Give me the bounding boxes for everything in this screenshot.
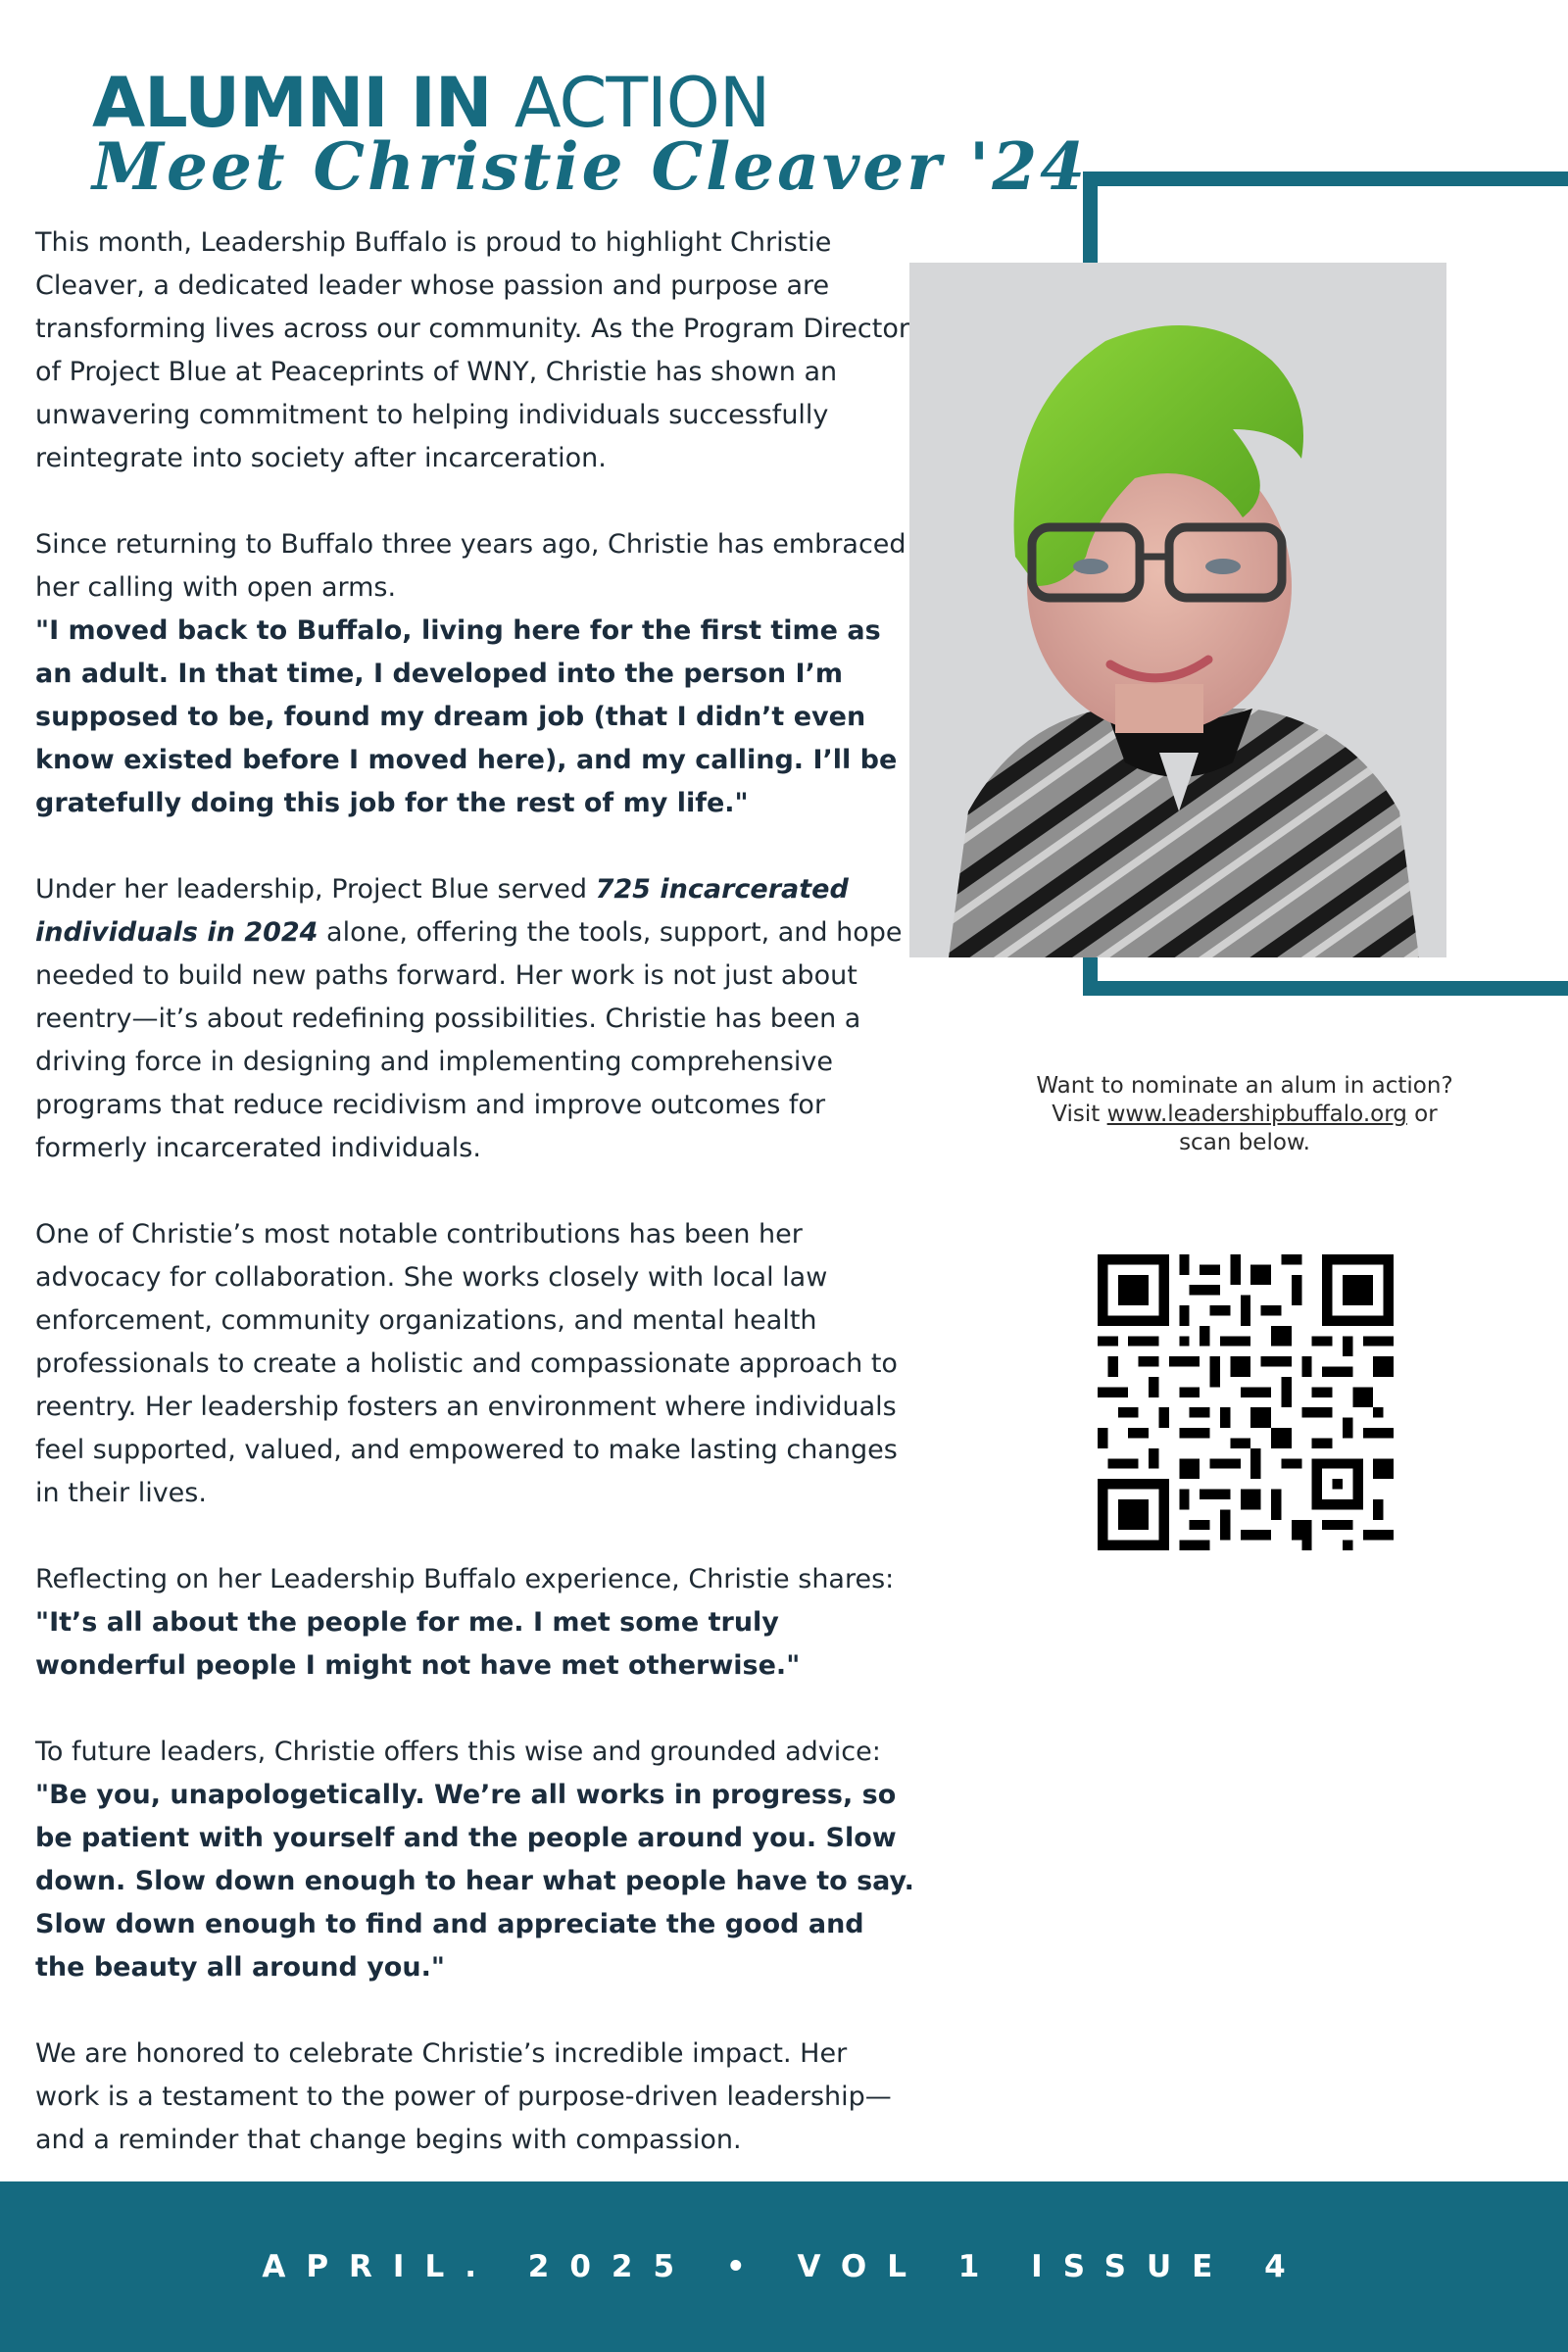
nominate-visit-label: Visit — [1052, 1102, 1101, 1127]
article-paragraph-advice — [35, 1731, 917, 1989]
pull-quote: "It’s all about the people for me. I met some truly wonderful people I might not have met otherwise." — [35, 1607, 801, 1681]
article-text: To future leaders, Christie offers this wise and grounded advice: — [35, 1737, 881, 1767]
pull-quote: "I moved back to Buffalo, living here for the first time as an adult. In that time, I developed into the person I’m supposed to be, found my dream job (that I didn’t even know existed before I moved here), and my calling. I’ll be gratefully doing this job for the rest of my life." — [35, 615, 898, 818]
portrait-photo — [909, 263, 1446, 957]
portrait-illustration — [909, 263, 1446, 957]
nominate-line-1: Want to nominate an alum in action? — [1036, 1073, 1453, 1099]
section-title-light: ACTION — [514, 63, 770, 143]
website-link[interactable]: www.leadershipbuffalo.org — [1106, 1102, 1407, 1127]
article-paragraph-impact — [35, 868, 917, 1170]
article-paragraph-reflection — [35, 1558, 917, 1688]
issue-info: APRIL. 2025 • VOL 1 ISSUE 4 — [262, 2249, 1306, 2284]
article-text: Under her leadership, Project Blue served — [35, 874, 588, 905]
feature-subtitle: Meet Christie Cleaver '24 — [92, 128, 1089, 205]
nominate-or-label: or — [1414, 1102, 1438, 1127]
article-text: alone, offering the tools, support, and hope needed to build new paths forward. Her work is not just about reentry—it’s about redefining possibilities. Christie has been a driving force in designing and implementing comprehensive programs that reduce recidivism and improve outcomes for formerly incarcerated individuals. — [35, 917, 903, 1163]
issue-footer-bar — [0, 2181, 1568, 2352]
article-paragraph-closing: We are honored to celebrate Christie’s incredible impact. Her work is a testament to the power of purpose-driven leadership—and a reminder that change begins with compassion. — [35, 2038, 892, 2155]
qr-code-icon[interactable] — [1098, 1254, 1394, 1550]
pull-quote: "Be you, unapologetically. We’re all works in progress, so be patient with yourself and the people around you. Slow down. Slow down enough to hear what people have to say. Slow down enough to find and appreciate the good and the beauty all around you." — [35, 1780, 914, 1983]
article-paragraph-collaboration: One of Christie’s most notable contributions has been her advocacy for collaboration. She works closely with local law enforcement, community organizations, and mental health professionals to create a holistic and compassionate approach to reentry. Her leadership fosters an environment where individuals feel supported, valued, and empowered to make lasting changes in their lives. — [35, 1219, 898, 1508]
highlight-stat: 725 incarcerated individuals in 2024 — [35, 874, 849, 948]
nominate-line-3: scan below. — [1179, 1130, 1310, 1155]
nominate-callout — [1000, 1072, 1490, 1157]
section-title-bold: ALUMNI IN — [92, 63, 492, 143]
article-body — [35, 221, 917, 2162]
article-text: Reflecting on her Leadership Buffalo experience, Christie shares: — [35, 1564, 895, 1594]
article-text: Since returning to Buffalo three years ago, Christie has embraced her calling with open arms. — [35, 529, 906, 603]
article-paragraph-intro: This month, Leadership Buffalo is proud to highlight Christie Cleaver, a dedicated leader whose passion and purpose are transforming lives across our community. As the Program Director of Project Blue at Peaceprints of WNY, Christie has shown an unwavering commitment to helping individuals successfully reintegrate into society after incarceration. — [35, 227, 909, 473]
article-paragraph-return — [35, 523, 917, 825]
